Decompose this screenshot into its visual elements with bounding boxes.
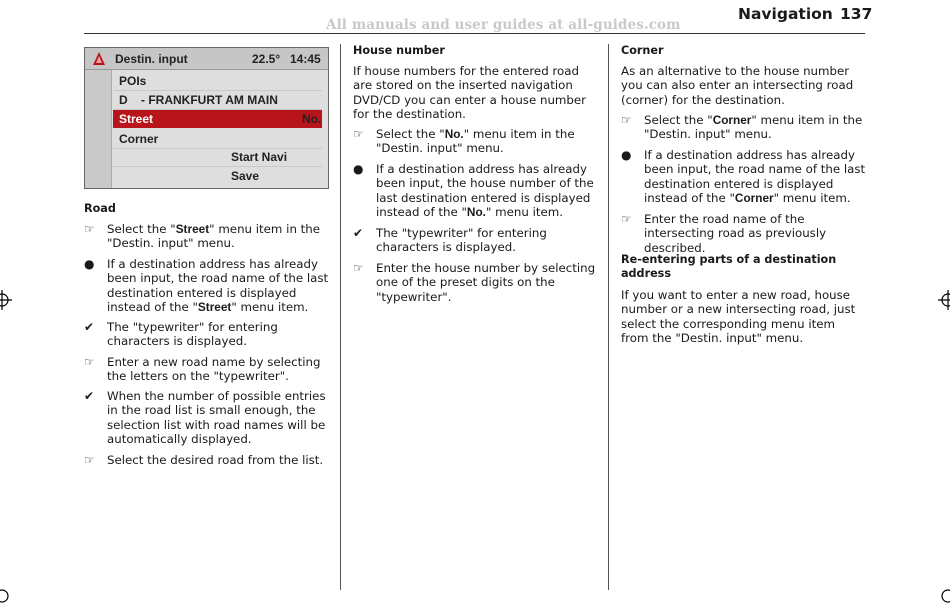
menu-keyword: Street xyxy=(197,300,232,315)
menu-keyword: No. xyxy=(466,205,486,220)
screen-time: 14:45 xyxy=(290,52,321,66)
corner-intro: As an alternative to the house number you can also enter an intersecting road (corner) for the destination. xyxy=(621,64,854,107)
menu-keyword: No. xyxy=(444,127,464,141)
menu-keyword: Corner xyxy=(712,113,752,127)
list-item-text: Select the "No." menu item in the "Destin. input" menu. xyxy=(376,127,575,156)
reenter-heading: Re-entering parts of a destination address xyxy=(621,253,837,280)
menu-keyword: Street xyxy=(175,222,210,236)
pointing-hand-icon: ☞ xyxy=(621,113,632,127)
menu-keyword: Corner xyxy=(734,191,774,206)
checkmark-icon: ✔ xyxy=(353,226,364,240)
menu-item-no[interactable]: No. xyxy=(302,112,322,126)
list-item-text: When the number of possible entries in the road list is small enough, the selection list with road names will be automatically displayed. xyxy=(107,389,326,447)
screen-side-strip xyxy=(85,70,112,188)
list-item-text: The "typewriter" for entering characters is displayed. xyxy=(376,226,547,255)
menu-item-start-navi[interactable]: Start Navi xyxy=(113,148,322,167)
list-item-text: Enter the house number by selecting one of the preset digits on the "typewriter". xyxy=(376,261,596,304)
menu-item-city[interactable]: D - FRANKFURT AM MAIN xyxy=(113,91,322,110)
crop-mark-right xyxy=(938,290,950,310)
list-item-text: Enter a new road name by selecting the letters on the "typewriter". xyxy=(107,355,321,384)
list-item-text: Select the "Street" menu item in the "Destin. input" menu. xyxy=(107,222,321,251)
pointing-hand-icon: ☞ xyxy=(353,261,364,275)
pointing-hand-icon: ☞ xyxy=(84,453,95,467)
list-item-text: Enter the road name of the intersecting road as previously described. xyxy=(644,212,827,255)
house-number-intro: If house numbers for the entered road are stored on the inserted navigation DVD/CD you can enter a house number for the destination. xyxy=(353,64,587,122)
warning-triangle-icon xyxy=(93,52,105,65)
screen-temperature: 22.5° xyxy=(252,52,281,66)
pointing-hand-icon: ☞ xyxy=(84,355,95,369)
bullet-icon: ● xyxy=(621,148,632,162)
column-divider-1 xyxy=(340,44,341,590)
corner-heading: Corner xyxy=(621,44,664,57)
list-item-text: Select the desired road from the list. xyxy=(107,453,324,467)
pointing-hand-icon: ☞ xyxy=(353,127,364,141)
pointing-hand-icon: ☞ xyxy=(84,222,95,236)
column-divider-2 xyxy=(608,44,609,590)
watermark: All manuals and user guides at all-guides.com xyxy=(326,17,681,33)
pointing-hand-icon: ☞ xyxy=(621,212,632,226)
destination-input-screen xyxy=(84,47,329,189)
crop-mark-bottom-left xyxy=(0,586,12,606)
checkmark-icon: ✔ xyxy=(84,389,95,403)
menu-item-save[interactable]: Save xyxy=(231,169,260,183)
road-heading: Road xyxy=(84,202,116,215)
list-item-text: If a destination address has already been input, the road name of the last destination entered is displayed instead of the "Corner" menu item. xyxy=(644,148,866,206)
menu-item-street[interactable]: Street xyxy=(113,110,322,128)
menu-item-pois[interactable]: POIs xyxy=(113,72,322,91)
menu-item-corner[interactable]: Corner xyxy=(113,130,322,149)
crop-mark-left xyxy=(0,290,12,310)
bullet-icon: ● xyxy=(84,257,95,271)
header-rule xyxy=(84,33,865,34)
list-item-text: Select the "Corner" menu item in the "Destin. input" menu. xyxy=(644,113,863,142)
crop-mark-bottom-right xyxy=(938,586,950,606)
section-title: Navigation xyxy=(738,5,833,23)
reenter-text: If you want to enter a new road, house number or a new intersecting road, just select the corresponding menu item from the "Destin. input" menu. xyxy=(621,288,856,346)
list-item-text: The "typewriter" for entering characters is displayed. xyxy=(107,320,278,349)
checkmark-icon: ✔ xyxy=(84,320,95,334)
bullet-icon: ● xyxy=(353,162,364,176)
page-number: 137 xyxy=(840,5,873,23)
list-item-text: If a destination address has already been input, the house number of the last destination entered is displayed instead of the "No." menu item. xyxy=(376,162,594,220)
list-item-text: If a destination address has already been input, the road name of the last destination entered is displayed instead of the "Street" menu item. xyxy=(107,257,329,315)
screen-title: Destin. input xyxy=(115,52,188,66)
house-number-heading: House number xyxy=(353,44,445,57)
